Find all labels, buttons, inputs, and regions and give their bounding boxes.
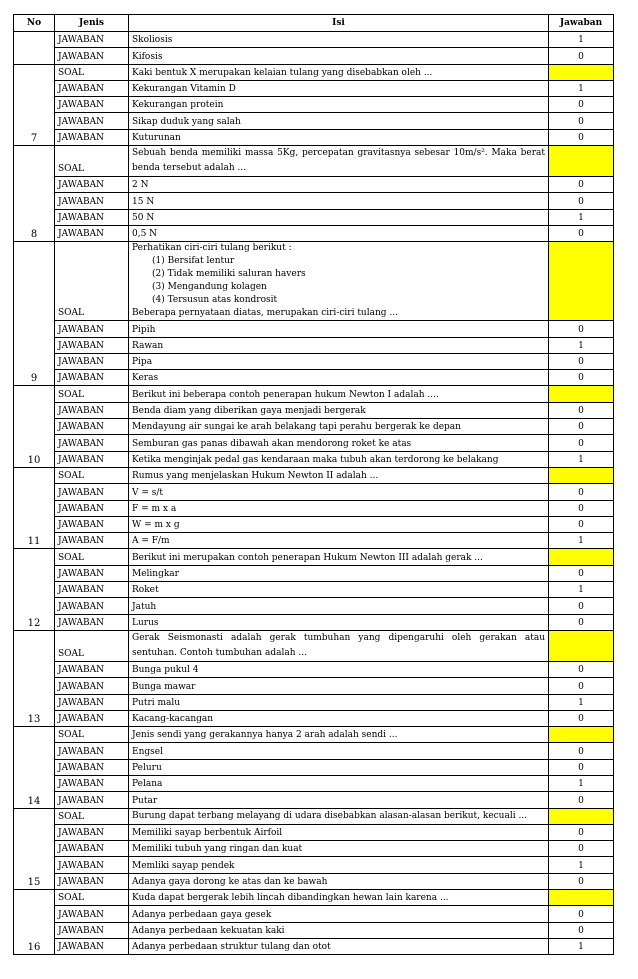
row-type-cell: SOAL	[55, 727, 129, 743]
answer-key-highlight-cell	[549, 630, 614, 661]
question-text-cell	[129, 242, 549, 321]
answer-row	[14, 922, 614, 938]
row-type-cell: JAWABAN	[55, 193, 129, 209]
row-type-cell: SOAL	[55, 242, 129, 321]
answer-text-cell: Kacang-kacangan	[129, 710, 549, 726]
answer-text-cell: Adanya gaya dorong ke atas dan ke bawah	[129, 873, 549, 889]
answer-text-cell: 50 N	[129, 209, 549, 225]
answer-text-cell: Benda diam yang diberikan gaya menjadi bergerak	[129, 402, 549, 418]
row-type-cell: SOAL	[55, 146, 129, 177]
answer-text-cell: Peluru	[129, 759, 549, 775]
answer-key-cell: 0	[549, 516, 614, 532]
row-type-cell: SOAL	[55, 467, 129, 483]
question-number: 16	[14, 890, 55, 955]
answer-row	[14, 402, 614, 418]
row-type-cell: JAWABAN	[55, 938, 129, 954]
question-number: 9	[14, 242, 55, 386]
answer-key-cell: 1	[549, 694, 614, 710]
row-type-cell: SOAL	[55, 630, 129, 661]
answer-row	[14, 419, 614, 435]
header-no: No	[14, 15, 55, 32]
row-type-cell: JAWABAN	[55, 661, 129, 677]
answer-row	[14, 694, 614, 710]
answer-text-cell: Sikap duduk yang salah	[129, 113, 549, 129]
question-row	[14, 808, 614, 824]
row-type-cell: JAWABAN	[55, 824, 129, 840]
answer-text-cell: Kifosis	[129, 48, 549, 64]
answer-key-cell: 0	[549, 177, 614, 193]
question-row	[14, 890, 614, 906]
question-number: 13	[14, 630, 55, 726]
question-text-cell: Kaki bentuk X merupakan kelaian tulang yang disebabkan oleh ...	[129, 64, 549, 80]
answer-text-cell: A = F/m	[129, 533, 549, 549]
row-type-cell: JAWABAN	[55, 678, 129, 694]
answer-key-cell: 0	[549, 906, 614, 922]
question-number: 15	[14, 808, 55, 889]
answer-key-cell: 0	[549, 873, 614, 889]
answer-key-cell: 0	[549, 97, 614, 113]
answer-key-cell: 0	[549, 710, 614, 726]
table-body	[14, 32, 614, 955]
question-text-cell: Berikut ini beberapa contoh penerapan hukum Newton I adalah ....	[129, 386, 549, 402]
row-type-cell: JAWABAN	[55, 857, 129, 873]
answer-row	[14, 678, 614, 694]
answer-text-cell: Jatuh	[129, 598, 549, 614]
answer-text-cell: Memiliki sayap berbentuk Airfoil	[129, 824, 549, 840]
answer-key-cell: 0	[549, 129, 614, 145]
answer-key-cell: 0	[549, 792, 614, 808]
answer-row	[14, 321, 614, 337]
question-outro-text: Beberapa pernyataan diatas, merupakan ciri-ciri tulang ...	[132, 308, 398, 319]
answer-key-highlight-cell	[549, 386, 614, 402]
answer-row	[14, 938, 614, 954]
answer-row	[14, 906, 614, 922]
answer-key-cell: 0	[549, 321, 614, 337]
answer-row	[14, 661, 614, 677]
row-type-cell: JAWABAN	[55, 370, 129, 386]
answer-row	[14, 80, 614, 96]
row-type-cell: JAWABAN	[55, 321, 129, 337]
answer-key-cell: 1	[549, 775, 614, 791]
answer-key-highlight-cell	[549, 467, 614, 483]
row-type-cell: JAWABAN	[55, 484, 129, 500]
answer-key-cell: 0	[549, 759, 614, 775]
row-type-cell: SOAL	[55, 808, 129, 824]
answer-row	[14, 48, 614, 64]
answer-row	[14, 500, 614, 516]
question-text-cell: Gerak Seismonasti adalah gerak tumbuhan yang dipengaruhi oleh gerakan atau sentuhan. Contoh tumbuhan adalah ...	[129, 630, 549, 661]
row-type-cell: JAWABAN	[55, 419, 129, 435]
question-answer-table	[13, 14, 614, 955]
answer-key-cell: 1	[549, 533, 614, 549]
answer-text-cell: Kuturunan	[129, 129, 549, 145]
answer-key-cell: 1	[549, 938, 614, 954]
question-row	[14, 467, 614, 483]
answer-key-highlight-cell	[549, 549, 614, 565]
question-row	[14, 630, 614, 661]
answer-key-highlight-cell	[549, 242, 614, 321]
answer-key-cell: 0	[549, 565, 614, 581]
answer-key-highlight-cell	[549, 64, 614, 80]
answer-row	[14, 792, 614, 808]
row-type-cell: JAWABAN	[55, 209, 129, 225]
answer-row	[14, 209, 614, 225]
row-type-cell: JAWABAN	[55, 97, 129, 113]
answer-text-cell: Bunga mawar	[129, 678, 549, 694]
answer-key-cell: 0	[549, 402, 614, 418]
answer-row	[14, 598, 614, 614]
answer-key-cell: 0	[549, 841, 614, 857]
question-number: 12	[14, 549, 55, 630]
answer-key-cell: 0	[549, 113, 614, 129]
answer-text-cell: Keras	[129, 370, 549, 386]
answer-row	[14, 857, 614, 873]
answer-key-cell: 1	[549, 582, 614, 598]
answer-row	[14, 129, 614, 145]
answer-row	[14, 824, 614, 840]
answer-row	[14, 177, 614, 193]
answer-row	[14, 32, 614, 48]
answer-key-highlight-cell	[549, 146, 614, 177]
row-type-cell: SOAL	[55, 386, 129, 402]
answer-text-cell: Pelana	[129, 775, 549, 791]
answer-text-cell: Roket	[129, 582, 549, 598]
question-text-cell: Kuda dapat bergerak lebih lincah dibandingkan hewan lain karena ...	[129, 890, 549, 906]
answer-key-cell: 0	[549, 661, 614, 677]
question-row	[14, 727, 614, 743]
question-intro-text: Perhatikan ciri-ciri tulang berikut :	[132, 243, 292, 254]
answer-row	[14, 225, 614, 241]
question-number: 8	[14, 146, 55, 242]
answer-key-highlight-cell	[549, 890, 614, 906]
row-type-cell: JAWABAN	[55, 792, 129, 808]
answer-text-cell: 0,5 N	[129, 225, 549, 241]
answer-key-cell: 0	[549, 225, 614, 241]
answer-key-cell: 0	[549, 500, 614, 516]
question-row	[14, 386, 614, 402]
answer-text-cell: Bunga pukul 4	[129, 661, 549, 677]
answer-key-cell: 1	[549, 451, 614, 467]
answer-row	[14, 370, 614, 386]
answer-key-cell: 0	[549, 353, 614, 369]
answer-text-cell: Putar	[129, 792, 549, 808]
row-type-cell: JAWABAN	[55, 759, 129, 775]
answer-row	[14, 873, 614, 889]
row-type-cell: SOAL	[55, 890, 129, 906]
row-type-cell: JAWABAN	[55, 129, 129, 145]
question-number	[14, 32, 55, 65]
row-type-cell: JAWABAN	[55, 565, 129, 581]
row-type-cell: JAWABAN	[55, 775, 129, 791]
answer-text-cell: Memiliki tubuh yang ringan dan kuat	[129, 841, 549, 857]
question-list-item: (1) Bersifat lentur	[152, 256, 235, 267]
answer-key-cell: 1	[549, 337, 614, 353]
row-type-cell: JAWABAN	[55, 48, 129, 64]
answer-key-cell: 1	[549, 209, 614, 225]
answer-row	[14, 516, 614, 532]
question-text-cell: Burung dapat terbang melayang di udara disebabkan alasan-alasan berikut, kecuali ...	[129, 808, 549, 824]
answer-row	[14, 193, 614, 209]
row-type-cell: JAWABAN	[55, 906, 129, 922]
row-type-cell: JAWABAN	[55, 598, 129, 614]
answer-text-cell: Putri malu	[129, 694, 549, 710]
row-type-cell: JAWABAN	[55, 353, 129, 369]
question-number: 11	[14, 467, 55, 548]
question-row	[14, 549, 614, 565]
answer-key-cell: 0	[549, 193, 614, 209]
answer-key-cell: 0	[549, 370, 614, 386]
answer-key-cell: 0	[549, 484, 614, 500]
question-row	[14, 242, 614, 321]
answer-key-cell: 0	[549, 922, 614, 938]
row-type-cell: JAWABAN	[55, 873, 129, 889]
answer-key-highlight-cell	[549, 808, 614, 824]
answer-text-cell: Mendayung air sungai ke arah belakang tapi perahu bergerak ke depan	[129, 419, 549, 435]
answer-key-cell: 0	[549, 435, 614, 451]
row-type-cell: JAWABAN	[55, 743, 129, 759]
header-jenis: Jenis	[55, 15, 129, 32]
row-type-cell: SOAL	[55, 549, 129, 565]
question-list-item: (2) Tidak memiliki saluran havers	[152, 269, 306, 280]
answer-text-cell: Kekurangan Vitamin D	[129, 80, 549, 96]
question-row	[14, 64, 614, 80]
answer-text-cell: Lurus	[129, 614, 549, 630]
answer-key-cell: 0	[549, 48, 614, 64]
row-type-cell: JAWABAN	[55, 451, 129, 467]
header-isi: Isi	[129, 15, 549, 32]
answer-text-cell: Pipa	[129, 353, 549, 369]
answer-text-cell: 15 N	[129, 193, 549, 209]
row-type-cell: JAWABAN	[55, 710, 129, 726]
row-type-cell: JAWABAN	[55, 177, 129, 193]
answer-row	[14, 582, 614, 598]
question-row	[14, 146, 614, 177]
answer-text-cell: Skoliosis	[129, 32, 549, 48]
answer-row	[14, 113, 614, 129]
row-type-cell: JAWABAN	[55, 225, 129, 241]
answer-key-cell: 0	[549, 824, 614, 840]
answer-row	[14, 533, 614, 549]
row-type-cell: JAWABAN	[55, 516, 129, 532]
answer-text-cell: 2 N	[129, 177, 549, 193]
answer-text-cell: V = s/t	[129, 484, 549, 500]
answer-text-cell: Engsel	[129, 743, 549, 759]
answer-row	[14, 710, 614, 726]
row-type-cell: JAWABAN	[55, 402, 129, 418]
row-type-cell: JAWABAN	[55, 32, 129, 48]
answer-row	[14, 337, 614, 353]
answer-text-cell: Adanya perbedaan struktur tulang dan otot	[129, 938, 549, 954]
answer-row	[14, 484, 614, 500]
answer-text-cell: Ketika menginjak pedal gas kendaraan maka tubuh akan terdorong ke belakang	[129, 451, 549, 467]
header-jawaban: Jawaban	[549, 15, 614, 32]
question-text-cell: Jenis sendi yang gerakannya hanya 2 arah adalah sendi ...	[129, 727, 549, 743]
answer-text-cell: Semburan gas panas dibawah akan mendorong roket ke atas	[129, 435, 549, 451]
answer-key-cell: 1	[549, 857, 614, 873]
answer-key-cell: 0	[549, 614, 614, 630]
question-number: 7	[14, 64, 55, 145]
answer-text-cell: Memliki sayap pendek	[129, 857, 549, 873]
row-type-cell: JAWABAN	[55, 113, 129, 129]
answer-key-cell: 1	[549, 80, 614, 96]
question-list-item: (4) Tersusun atas kondrosit	[152, 295, 278, 306]
question-text-cell: Rumus yang menjelaskan Hukum Newton II adalah ...	[129, 467, 549, 483]
answer-text-cell: Adanya perbedaan gaya gesek	[129, 906, 549, 922]
header-row	[14, 15, 614, 32]
answer-text-cell: Pipih	[129, 321, 549, 337]
question-text-cell: Berikut ini merupakan contoh penerapan Hukum Newton III adalah gerak ...	[129, 549, 549, 565]
row-type-cell: JAWABAN	[55, 582, 129, 598]
answer-text-cell: Rawan	[129, 337, 549, 353]
answer-row	[14, 614, 614, 630]
answer-row	[14, 435, 614, 451]
row-type-cell: JAWABAN	[55, 80, 129, 96]
answer-row	[14, 841, 614, 857]
answer-text-cell: Kekurangan protein	[129, 97, 549, 113]
row-type-cell: JAWABAN	[55, 533, 129, 549]
answer-text-cell: Melingkar	[129, 565, 549, 581]
question-number: 10	[14, 386, 55, 467]
row-type-cell: JAWABAN	[55, 841, 129, 857]
question-text-cell: Sebuah benda memiliki massa 5Kg, percepatan gravitasnya sebesar 10m/s². Maka berat benda tersebut adalah ...	[129, 146, 549, 177]
question-number: 14	[14, 727, 55, 808]
answer-key-cell: 1	[549, 32, 614, 48]
answer-row	[14, 565, 614, 581]
row-type-cell: JAWABAN	[55, 435, 129, 451]
answer-text-cell: Adanya perbedaan kekuatan kaki	[129, 922, 549, 938]
row-type-cell: JAWABAN	[55, 694, 129, 710]
answer-row	[14, 775, 614, 791]
answer-key-highlight-cell	[549, 727, 614, 743]
row-type-cell: SOAL	[55, 64, 129, 80]
answer-row	[14, 743, 614, 759]
answer-row	[14, 97, 614, 113]
row-type-cell: JAWABAN	[55, 922, 129, 938]
answer-key-cell: 0	[549, 419, 614, 435]
answer-row	[14, 451, 614, 467]
answer-text-cell: F = m x a	[129, 500, 549, 516]
answer-key-cell: 0	[549, 678, 614, 694]
row-type-cell: JAWABAN	[55, 614, 129, 630]
answer-row	[14, 353, 614, 369]
answer-text-cell: W = m x g	[129, 516, 549, 532]
answer-row	[14, 759, 614, 775]
row-type-cell: JAWABAN	[55, 500, 129, 516]
question-list-item: (3) Mengandung kolagen	[152, 282, 267, 293]
answer-key-cell: 0	[549, 743, 614, 759]
row-type-cell: JAWABAN	[55, 337, 129, 353]
answer-key-cell: 0	[549, 598, 614, 614]
